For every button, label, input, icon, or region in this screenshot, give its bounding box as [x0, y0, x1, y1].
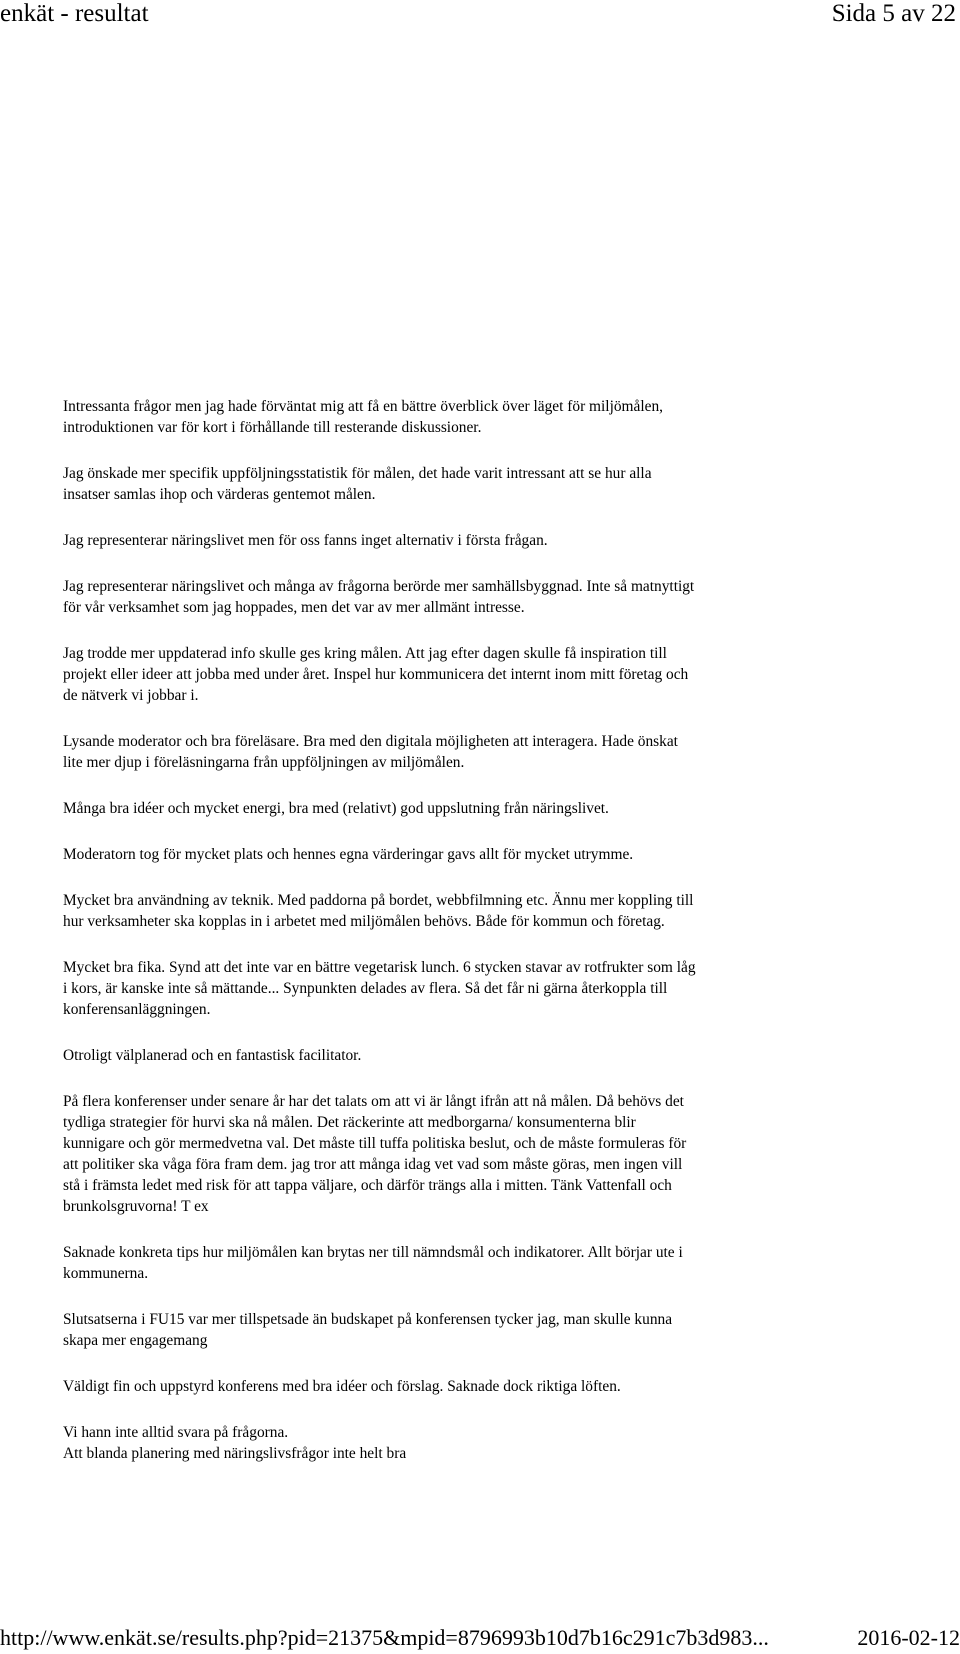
document-title: enkät - resultat [0, 0, 149, 27]
response-item: Väldigt fin och uppstyrd konferens med bra idéer och förslag. Saknade dock riktiga löften. [63, 1378, 621, 1395]
response-item: Vi hann inte alltid svara på frågorna. Att blanda planering med näringslivsfrågor inte helt bra [63, 1424, 407, 1462]
page-number: Sida 5 av 22 [831, 0, 956, 27]
response-list [63, 396, 803, 1489]
response-item: Jag trodde mer uppdaterad info skulle ges kring målen. Att jag efter dagen skulle få inspiration till projekt eller ideer att jobba med under året. Inspel hur kommunicera det internt inom mitt företag och de nätverk vi jobbar i. [63, 645, 689, 704]
response-item: Slutsatserna i FU15 var mer tillspetsade än budskapet på konferensen tycker jag, man skulle kunna skapa mer engagemang [63, 1311, 673, 1349]
response-item: Intressanta frågor men jag hade förväntat mig att få en bättre överblick över läget för miljömålen, introduktionen var för kort i förhållande till resterande diskussioner. [63, 398, 663, 436]
print-date: 2016-02-12 [857, 1625, 960, 1650]
response-item: Lysande moderator och bra föreläsare. Bra med den digitala möjligheten att interagera. Hade önskat lite mer djup i föreläsningarna från uppföljningen av miljömålen. [63, 733, 678, 771]
page-footer [0, 1622, 960, 1654]
response-item: Jag representerar näringslivet och många av frågorna berörde mer samhällsbyggnad. Inte så matnyttigt för vår verksamhet som jag hoppades, men det var av mer allmänt intresse. [63, 578, 695, 616]
source-url: http://www.enkät.se/results.php?pid=21375&mpid=8796993b10d7b16c291c7b3d983... [0, 1625, 769, 1650]
page-header [0, 0, 960, 40]
response-item: Jag önskade mer specifik uppföljningsstatistik för målen, det hade varit intressant att se hur alla insatser samlas ihop och värderas gentemot målen. [63, 465, 652, 503]
response-item: Jag representerar näringslivet men för oss fanns inget alternativ i första frågan. [63, 532, 548, 549]
response-item: Mycket bra användning av teknik. Med paddorna på bordet, webbfilmning etc. Ännu mer koppling till hur verksamheter ska kopplas in i arbetet med miljömålen behövs. Både för kommun och företag. [63, 892, 694, 930]
response-item: Många bra idéer och mycket energi, bra med (relativt) god uppslutning från näringslivet. [63, 800, 609, 817]
response-item: Otroligt välplanerad och en fantastisk facilitator. [63, 1047, 362, 1064]
response-item: På flera konferenser under senare år har det talats om att vi är långt ifrån att nå målen. Då behövs det tydliga strategier för hurvi ska nå målen. Det räckerinte att medborgarna/ konsumenterna blir kunnigare och gör mermedvetna val. Det måste till tuffa politiska beslut, och de måste formuleras för att politiker ska våga föra fram dem. jag tror att många idag vet vad som måste göras, men ingen vill stå i främsta ledet med risk för att tappa väljare, och därför trängs alla i mitten. Tänk Vattenfall och brunkolsgruvorna! T ex [63, 1093, 687, 1215]
response-item: Moderatorn tog för mycket plats och hennes egna värderingar gavs allt för mycket utrymme. [63, 846, 634, 863]
response-item: Mycket bra fika. Synd att det inte var en bättre vegetarisk lunch. 6 stycken stavar av rotfrukter som låg i kors, är kanske inte så mättande... Synpunkten delades av flera. Så det får ni gärna återkoppla till konferensanläggningen. [63, 959, 696, 1018]
response-item: Saknade konkreta tips hur miljömålen kan brytas ner till nämndsmål och indikatorer. Allt börjar ute i kommunerna. [63, 1244, 683, 1282]
